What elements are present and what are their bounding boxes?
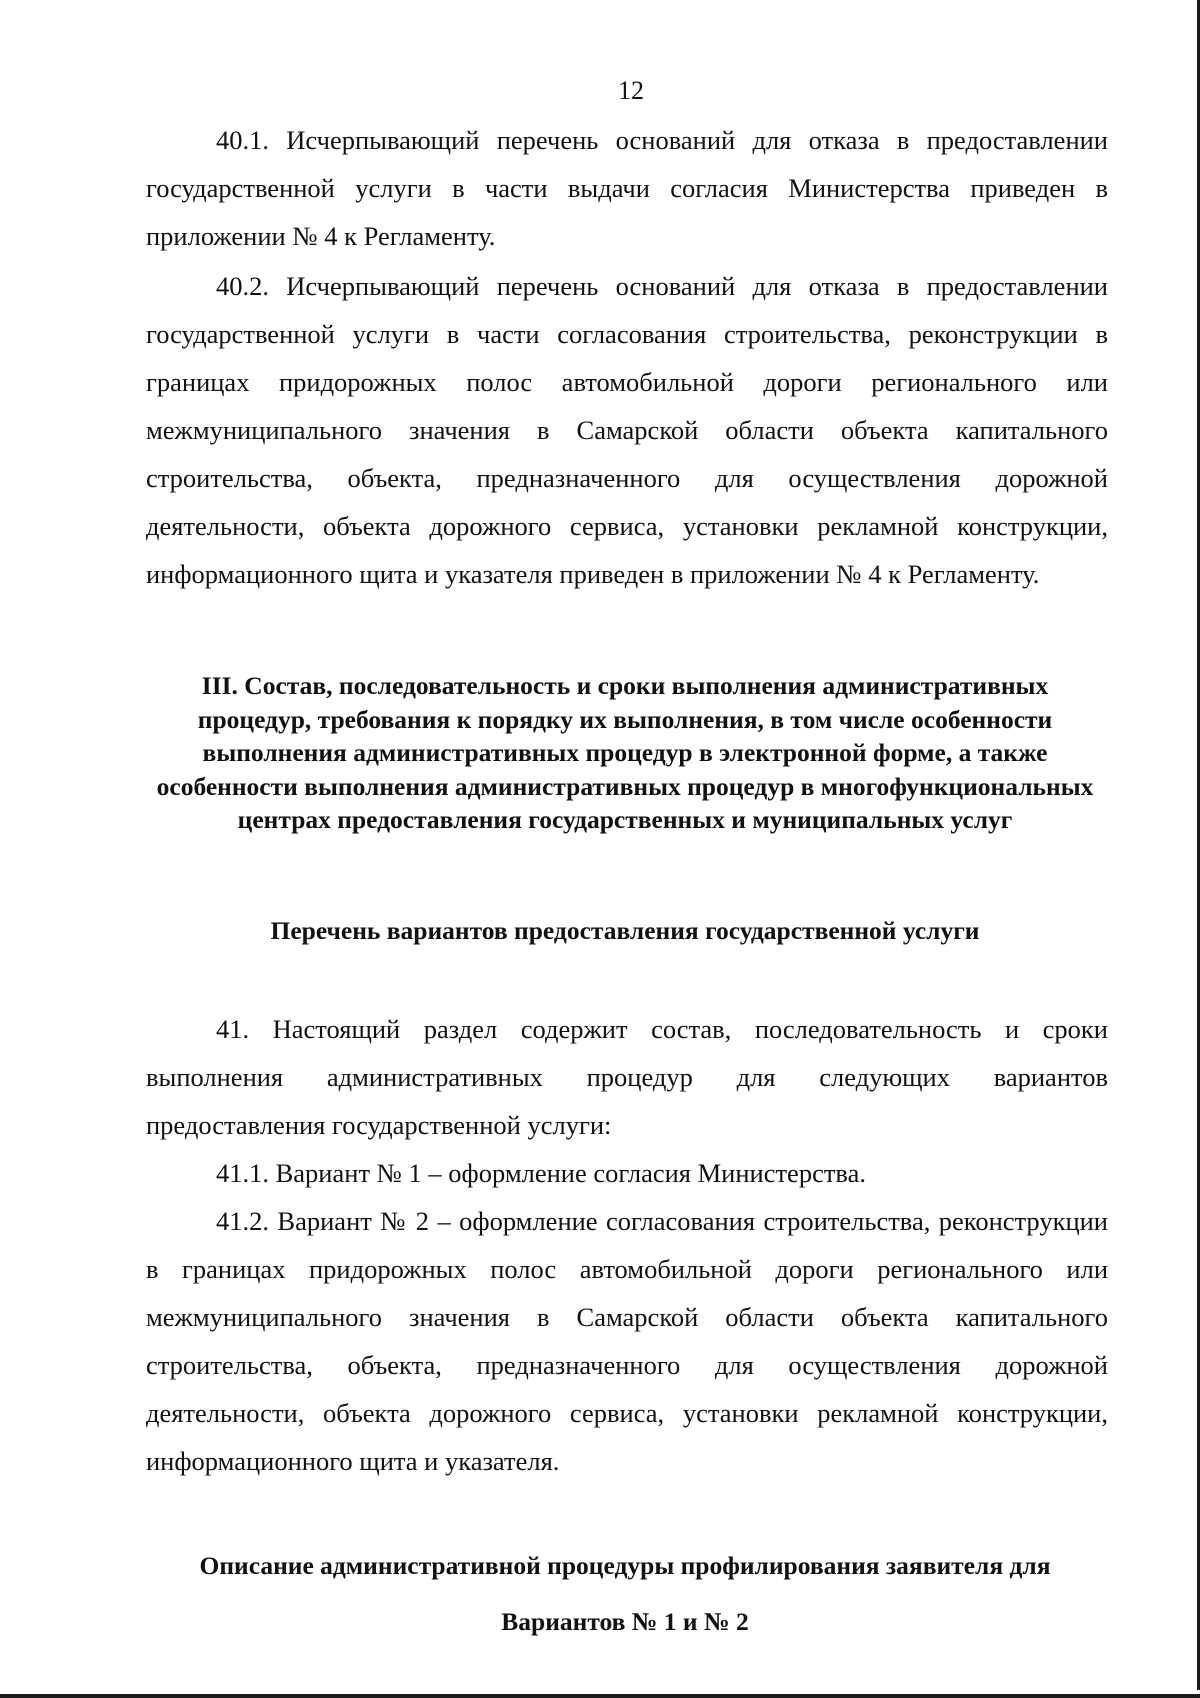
paragraph-block-top xyxy=(146,116,1108,598)
page-number: 12 xyxy=(618,76,644,105)
paragraph-block-middle xyxy=(146,1005,1108,1485)
paragraph-41-2: 41.2. Вариант № 2 – оформление согласования строительства, реконструкции в границах придорожных полос автомобильной дороги регионального или межмуниципального значения в Самарской области объекта капитального строительства, объекта, предназначенного для осуществления дорожной деятельности, объекта дорожного сервиса, установки рекламной конструкции, информационного щита и указателя. xyxy=(146,1206,1108,1476)
subheading-profiling: Описание административной процедуры профилирования заявителя для Вариантов № 1 и № 2 xyxy=(199,1551,1051,1636)
paragraph-40-1: 40.1. Исчерпывающий перечень оснований для отказа в предоставлении государственной услуги в части выдачи согласия Министерства приведен в приложении № 4 к Регламенту. xyxy=(146,125,1108,251)
paragraph-41: 41. Настоящий раздел содержит состав, последовательность и сроки выполнения административных процедур для следующих вариантов предоставления государственной услуги: xyxy=(146,1014,1108,1140)
paragraph-40-2: 40.2. Исчерпывающий перечень оснований для отказа в предоставлении государственной услуги в части согласования строительства, реконструкции в границах придорожных полос автомобильной дороги регионального или межмуниципального значения в Самарской области объекта капитального строительства, объекта, предназначенного для осуществления дорожной деятельности, объекта дорожного сервиса, установки рекламной конструкции, информационного щита и указателя приведен в приложении № 4 к Регламенту. xyxy=(146,271,1108,589)
section-heading: III. Состав, последовательность и сроки выполнения административных процедур, требования к порядку их выполнения, в том числе особенности выполнения административных процедур в электронной форме, а также особенности выполнения административных процедур в многофункциональных центрах предоставления государственных и муниципальных услуг xyxy=(156,671,1094,834)
paragraph-41-1: 41.1. Вариант № 1 – оформление согласия Министерства. xyxy=(216,1158,866,1188)
subheading-variants: Перечень вариантов предоставления государственной услуги xyxy=(270,916,980,945)
page-edge-bottom xyxy=(0,1694,1200,1698)
